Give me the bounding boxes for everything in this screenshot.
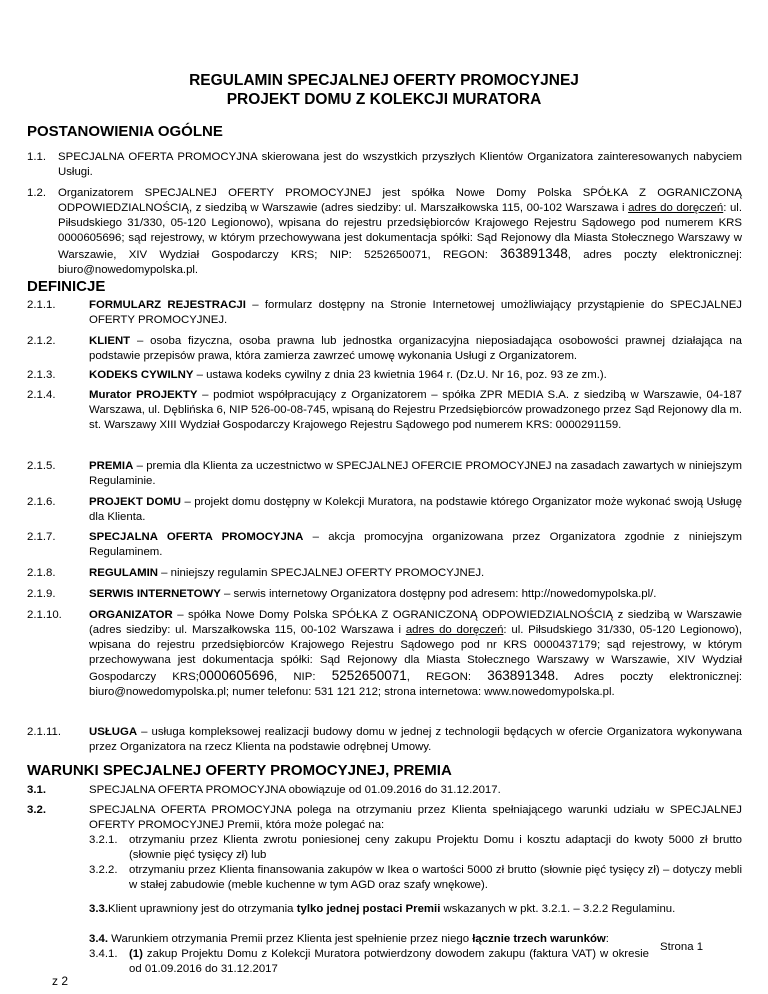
definition-2-1-7: 2.1.7. SPECJALNA OFERTA PROMOCYJNA – akcja promocyjna organizowana przez Organizatora zgodnie z niniejszym Regulaminem. <box>27 531 743 558</box>
paragraph-1-2 <box>27 186 742 278</box>
paragraph-number: 1.1. <box>27 151 46 163</box>
definition-2-1-6: 2.1.6. PROJEKT DOMU – projekt domu dostępny w Kolekcji Muratora, na podstawie którego Organizator może wykonać swoją Usługę dla Klienta. <box>27 496 743 523</box>
definition-2-1-1: 2.1.1. FORMULARZ REJESTRACJI – formularz dostępny na Stronie Internetowej umożliwiający przystąpienie do SPECJALNEJ OFERTY PROMOCYJNEJ. <box>27 299 742 326</box>
page-number: Strona 1 <box>660 941 704 953</box>
definition-2-1-11: 2.1.11. USŁUGA – usługa kompleksowej realizacji budowy domu w jednej z technologii będących w ofercie Organizatora wykonywana przez Organizatora na rzecz Klienta na podstawie odrębnej Umowy. <box>27 726 742 753</box>
paragraph-3-3: 3.3.Klient uprawniony jest do otrzymania tylko jednej postaci Premii wskazanych w pkt. 3.2.1. – 3.2.2 Regulaminu. <box>89 903 676 915</box>
paragraph-1-1 <box>27 150 742 180</box>
paragraph-number: 1.2. <box>27 187 46 199</box>
paragraph-3-2: 3.2. SPECJALNA OFERTA PROMOCYJNA polega na otrzymaniu przez Klienta spełniającego warunki udziału w SPECJALNEJ OFERTY PROMOCYJNEJ Premii, która może polegać na: <box>27 804 742 831</box>
paragraph-text: Organizatorem SPECJALNEJ OFERTY PROMOCYJNEJ jest spółka Nowe Domy Polska SPÓŁKA Z OGRANICZONĄ ODPOWIEDZIALNOŚCIĄ, z siedzibą w Warszawie (adres siedziby: ul. Marszałkowska 115, 00-102 Warszawa i adres do doręczeń: ul. Piłsudskiego 31/330, 05-120 Legionowo), wpisana do rejestru przedsiębiorców Krajowego Rejestru Sądowego pod numerem KRS 0000605696; sąd rejestrowy, w którym przechowywana jest dokumentacja spółki: Sąd Rejonowy dla Miasta Stołecznego Warszawy w Warszawie, XIV Wydział Gospodarczy KRS; NIP: 5252650071, REGON: 363891348, adres poczty elektronicznej: biuro@nowedomypolska.pl. <box>58 187 742 276</box>
page-total: z 2 <box>52 974 69 988</box>
definition-2-1-8: 2.1.8. REGULAMIN – niniejszy regulamin SPECJALNEJ OFERTY PROMOCYJNEJ. <box>27 567 485 579</box>
paragraph-3-2-1: 3.2.1. otrzymaniu przez Klienta zwrotu poniesionej ceny zakupu Projektu Domu i kosztu adaptacji do kwoty 5000 zł brutto (słownie pięć tysięcy zł) lub <box>89 834 742 861</box>
paragraph-3-4-1: 3.4.1. (1) zakup Projektu Domu z Kolekcji Muratora potwierdzony dowodem zakupu (faktura VAT) w okresie od 01.09.2016 do 31.12.2017 <box>89 948 649 975</box>
paragraph-3-4: 3.4. Warunkiem otrzymania Premii przez Klienta jest spełnienie przez niego łącznie trzech warunków: <box>89 933 609 945</box>
definition-2-1-9: 2.1.9. SERWIS INTERNETOWY – serwis internetowy Organizatora dostępny pod adresem: http://nowedomypolska.pl/. <box>27 588 657 600</box>
paragraph-text: SPECJALNA OFERTA PROMOCYJNA skierowana jest do wszystkich przyszłych Klientów Organizatora zainteresowanych nabyciem Usługi. <box>58 151 742 178</box>
definition-2-1-10: 2.1.10. ORGANIZATOR – spółka Nowe Domy Polska SPÓŁKA Z OGRANICZONĄ ODPOWIEDZIALNOŚCIĄ z siedzibą w Warszawie (adres siedziby: ul. Marszałkowska 115, 00-102 Warszawa i adres do doręczeń: ul. Piłsudskiego 31/330, 05-120 Legionowo), wpisana do rejestru przedsiębiorców Krajowego Rejestru Sądowego pod nr KRS 0000437179; sąd rejestrowy, w którym przechowywana jest dokumentacja spółki: Sąd Rejonowy dla Miasta Stołecznego Warszawy w Warszawie, XIV Wydział Gospodarczy KRS;0000605696, NIP: 5252650071, REGON: 363891348. Adres poczty elektronicznej: biuro@nowedomypolska.pl; numer telefonu: 531 121 212; strona internetowa: www.nowedomypolska.pl. <box>27 609 743 698</box>
definition-2-1-4: 2.1.4. Murator PROJEKTY – podmiot współpracujący z Organizatorem – spółka ZPR MEDIA S.A. z siedzibą w Warszawie, 04-187 Warszawa, ul. Dęblińska 6, NIP 526-00-08-745, wpisaną do Rejestru Przedsiębiorców prowadzonego przez Sąd Rejonowy dla m. st. Warszawy XIII Wydział Gospodarczy Krajowego Rejestru Sądowego pod numerem KRS: 0000291159. <box>27 389 742 431</box>
definition-2-1-3: 2.1.3. KODEKS CYWILNY – ustawa kodeks cywilny z dnia 23 kwietnia 1964 r. (Dz.U. Nr 16, poz. 93 ze zm.). <box>27 369 607 381</box>
section-heading-conditions: WARUNKI SPECJALNEJ OFERTY PROMOCYJNEJ, PREMIA <box>27 762 452 779</box>
address-link: adres do doręczeń <box>405 624 504 636</box>
section-heading-definitions: DEFINICJE <box>27 278 106 295</box>
paragraph-3-2-2: 3.2.2. otrzymaniu przez Klienta finansowania zakupów w Ikea o wartości 5000 zł brutto (słownie pięć tysięcy zł) – dotyczy mebli w stałej zabudowie (meble kuchenne w tym AGD oraz szafy wnękowe). <box>89 864 742 891</box>
document-title-line1: REGULAMIN SPECJALNEJ OFERTY PROMOCYJNEJ <box>189 72 579 89</box>
definition-2-1-5: 2.1.5. PREMIA – premia dla Klienta za uczestnictwo w SPECJALNEJ OFERCIE PROMOCYJNEJ na zasadach zawartych w niniejszym Regulaminie. <box>27 460 742 487</box>
document-title-line2: PROJEKT DOMU Z KOLEKCJI MURATORA <box>226 91 542 108</box>
section-heading-general: POSTANOWIENIA OGÓLNE <box>27 123 223 140</box>
definition-2-1-2: 2.1.2. KLIENT – osoba fizyczna, osoba prawna lub jednostka organizacyjna nieposiadająca osobowości prawnej działająca na podstawie przepisów prawa, która zamierza zawrzeć umowę wykonania Usługi z Organizatorem. <box>27 335 742 362</box>
paragraph-3-1: 3.1. SPECJALNA OFERTA PROMOCYJNA obowiązuje od 01.09.2016 do 31.12.2017. <box>27 784 501 796</box>
address-link: adres do doręczeń <box>628 202 724 214</box>
